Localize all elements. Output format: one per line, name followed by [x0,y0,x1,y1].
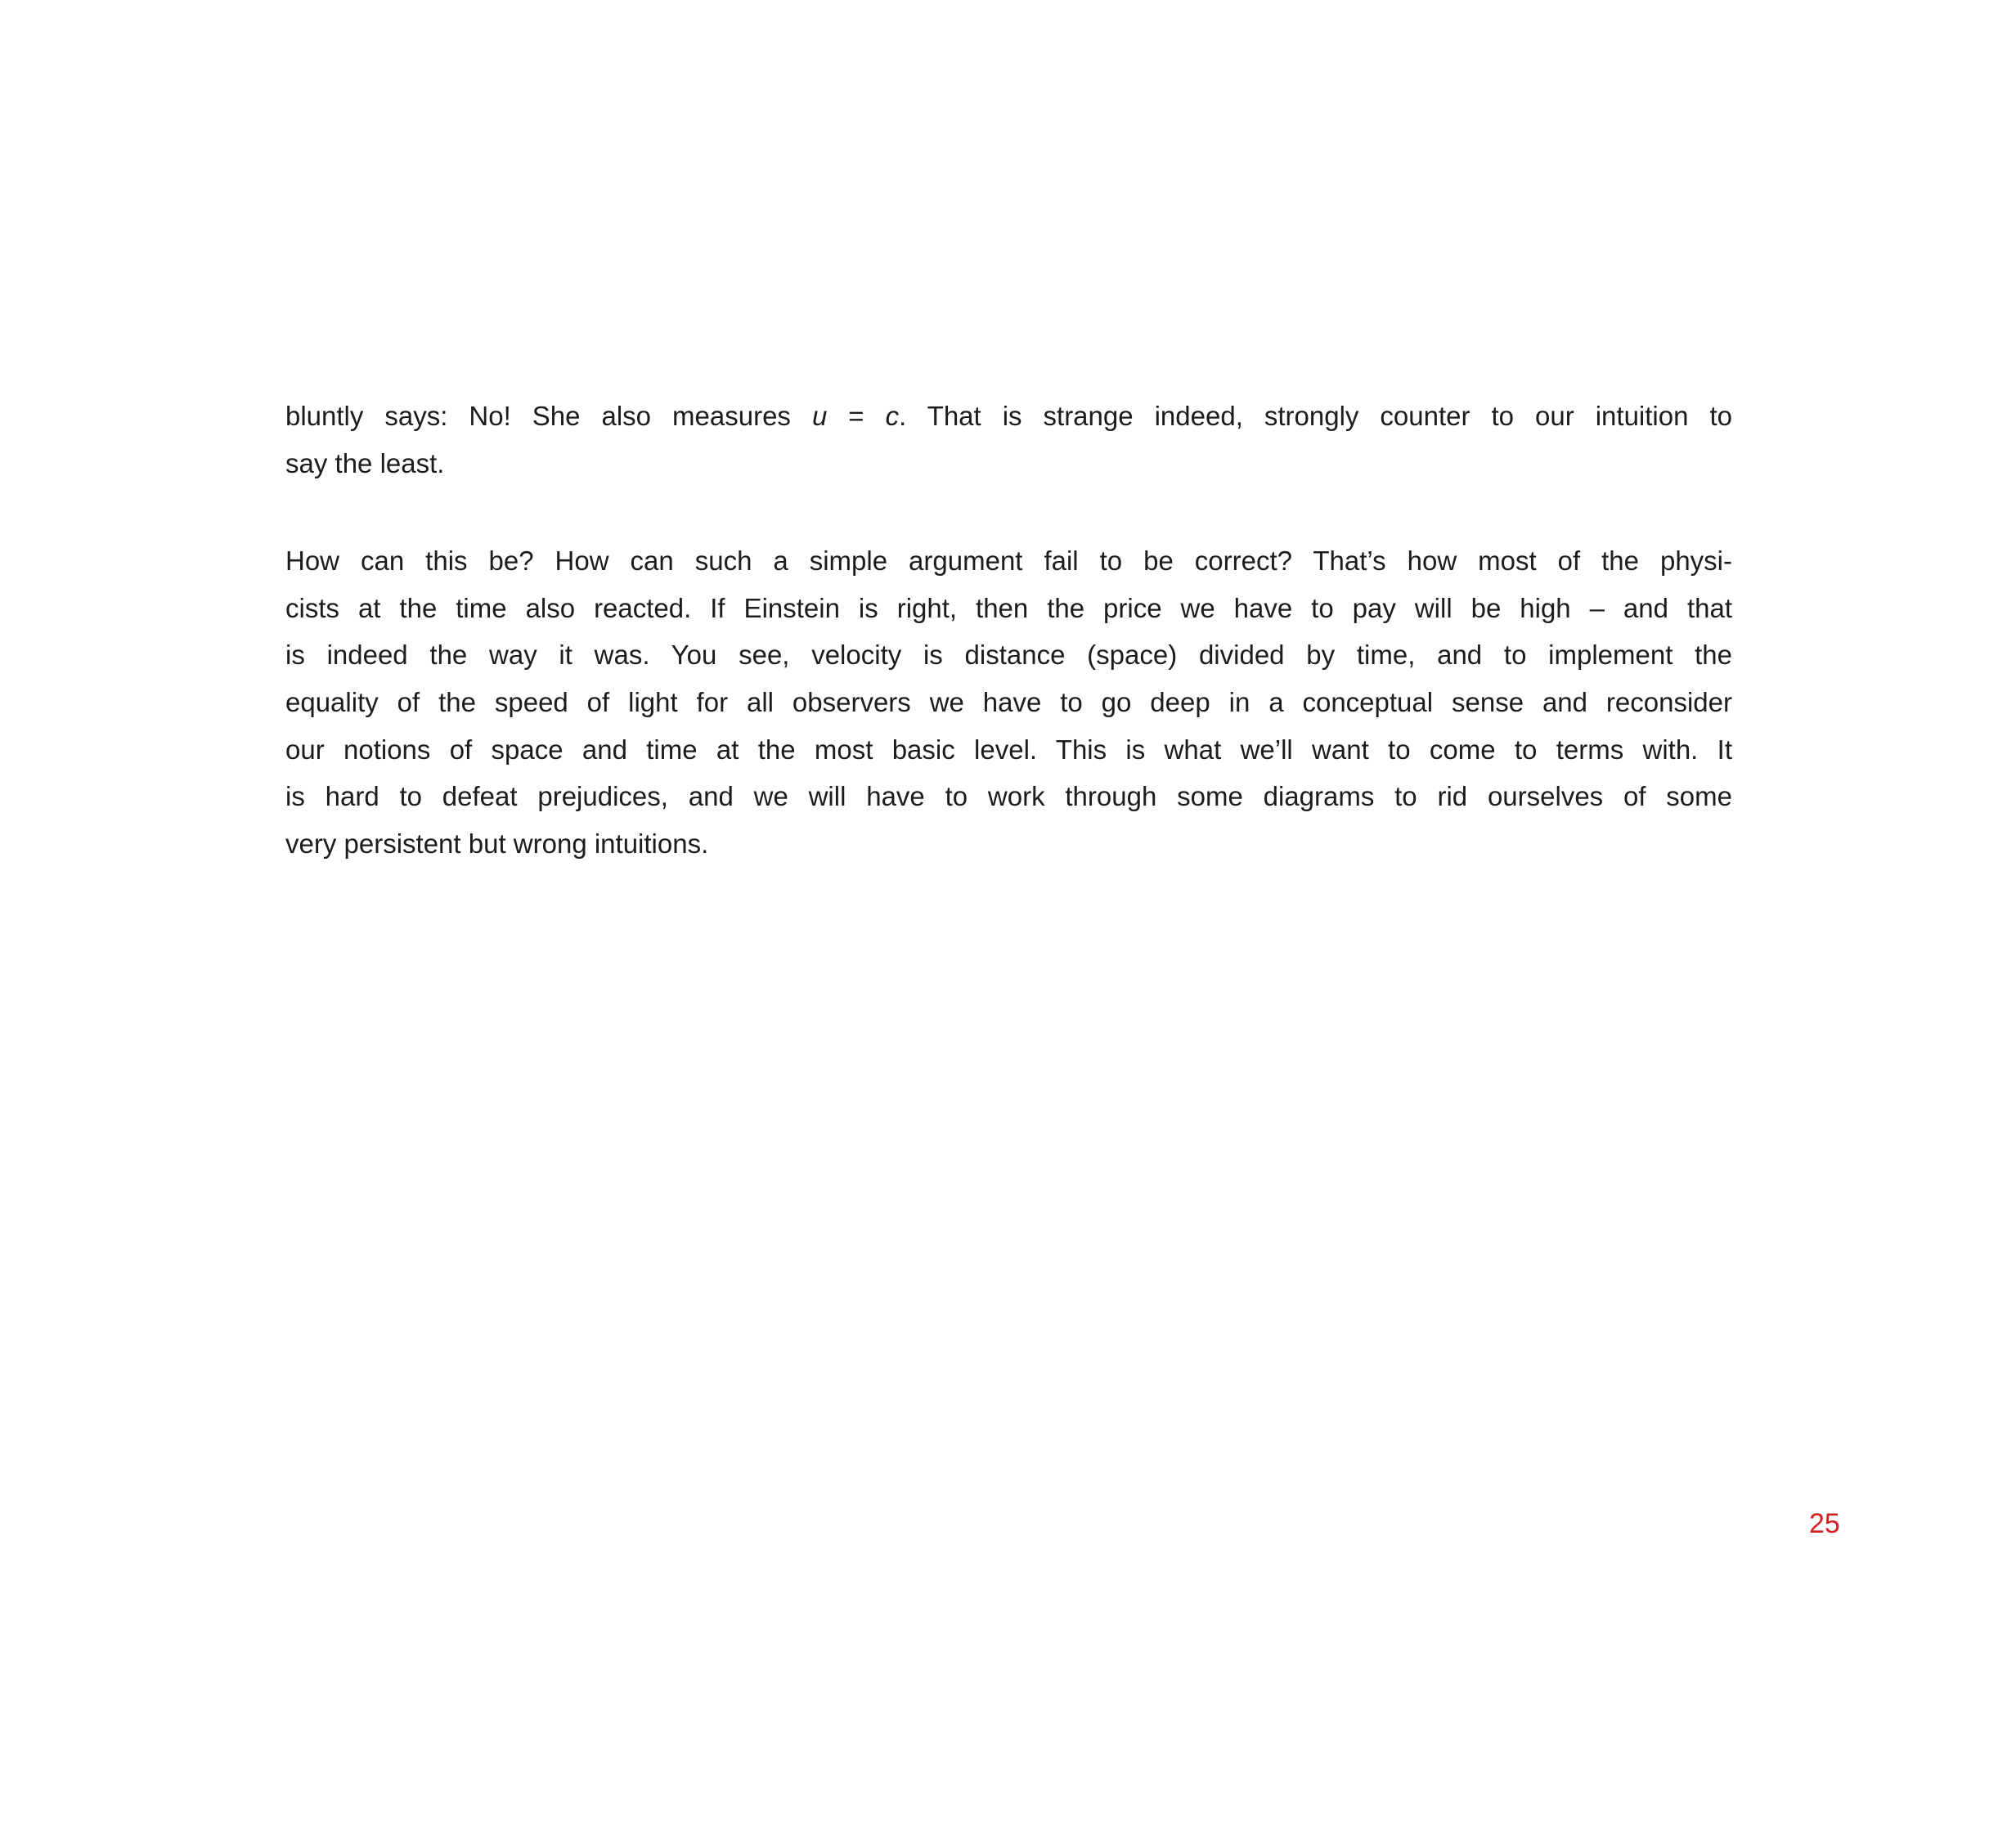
text-line: equality of the speed of light for all observers we have to go deep in a conceptual sense and reconsider [285,686,1732,717]
paragraph-1 [285,393,1732,487]
paragraph-2 [285,537,1732,867]
math-variable-c: c [885,401,900,431]
text-run: bluntly says: No! She also measures [285,401,812,431]
text-run: . That is strange indeed, strongly counter to our intuition to [899,401,1732,431]
text-line [285,393,1732,440]
text-line: How can this be? How can such a simple argument fail to be correct? That’s how most of the physi- [285,546,1732,577]
text-line: very persistent but wrong intuitions. [285,828,709,859]
body-text [285,393,1732,867]
text-line: our notions of space and time at the most basic level. This is what we’ll want to come to terms with. It [285,734,1732,765]
text-line: cists at the time also reacted. If Einstein is right, then the price we have to pay will be high – and that [285,592,1732,623]
text-line: is hard to defeat prejudices, and we will have to work through some diagrams to rid ourselves of some [285,781,1732,812]
text-line: say the least. [285,447,445,478]
page-number: 25 [1809,1508,1840,1539]
text-line: is indeed the way it was. You see, velocity is distance (space) divided by time, and to implement the [285,640,1732,671]
equals-run: = [827,401,886,431]
math-variable-u: u [811,401,828,431]
